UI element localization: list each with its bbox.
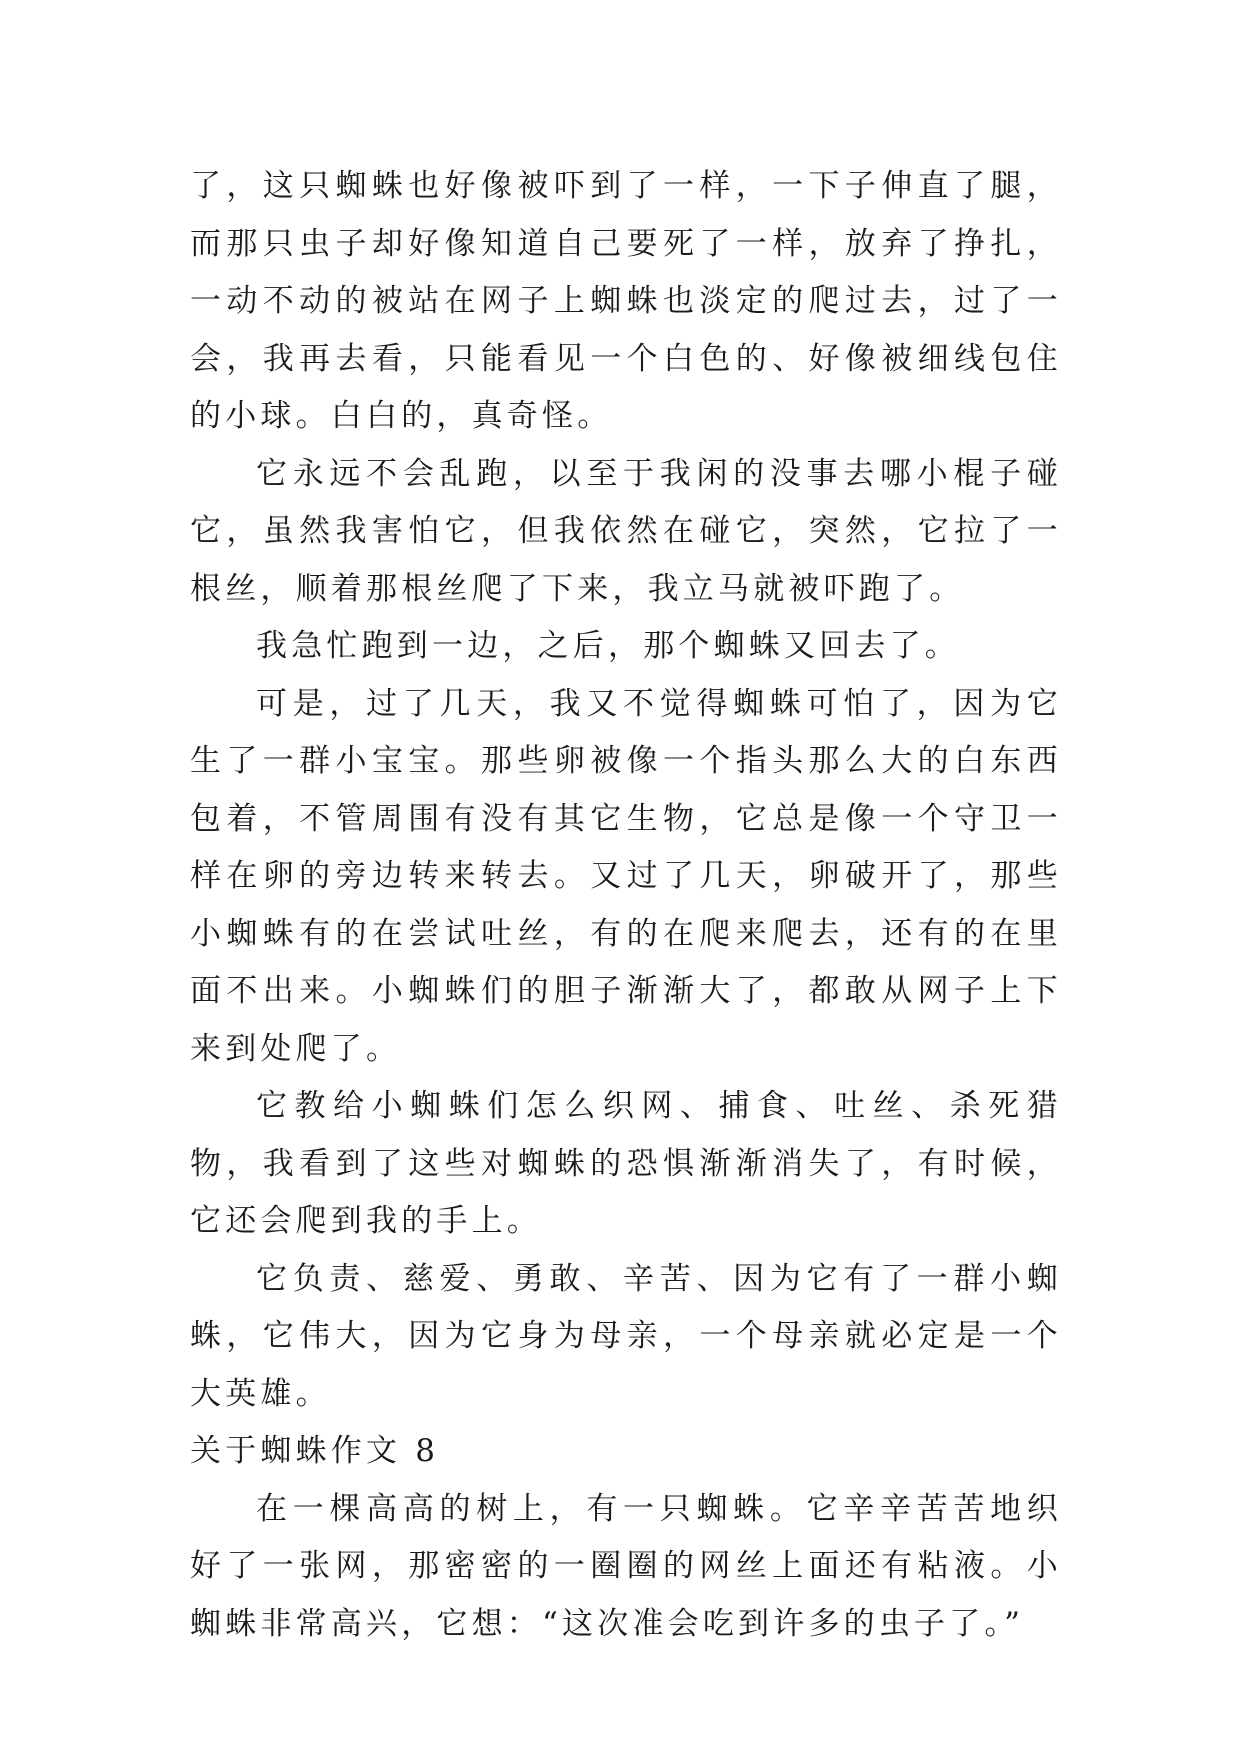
- paragraph: 可是，过了几天，我又不觉得蜘蛛可怕了，因为它生了一群小宝宝。那些卵被像一个指头那么大的白东西包着，不管周围有没有其它生物，它总是像一个守卫一样在卵的旁边转来转去。又过了几天，卵破开了，那些小蜘蛛有的在尝试吐丝，有的在爬来爬去，还有的在里面不出来。小蜘蛛们的胆子渐渐大了，都敢从网子上下来到处爬了。: [190, 685, 1062, 1067]
- paragraph: 了，这只蜘蛛也好像被吓到了一样，一下子伸直了腿，而那只虫子却好像知道自己要死了一样，放弃了挣扎，一动不动的被站在网子上蜘蛛也淡定的爬过去，过了一会，我再去看，只能看见一个白色的、好像被细线包住的小球。白白的，真奇怪。: [190, 168, 1062, 434]
- paragraph: 它负责、慈爱、勇敢、辛苦、因为它有了一群小蜘蛛，它伟大，因为它身为母亲，一个母亲就必定是一个大英雄。: [190, 1260, 1062, 1412]
- section-title: 关于蜘蛛作文 8: [190, 1433, 440, 1469]
- paragraph: 在一棵高高的树上，有一只蜘蛛。它辛辛苦苦地织好了一张网，那密密的一圈圈的网丝上面还有粘液。小蜘蛛非常高兴，它想：“这次准会吃到许多的虫子了。”: [190, 1490, 1062, 1642]
- document-body: [190, 158, 1062, 1653]
- paragraph: 我急忙跑到一边，之后，那个蜘蛛又回去了。: [256, 628, 960, 664]
- paragraph: 它永远不会乱跑，以至于我闲的没事去哪小棍子碰它，虽然我害怕它，但我依然在碰它，突然，它拉了一根丝，顺着那根丝爬了下来，我立马就被吓跑了。: [190, 455, 1062, 607]
- paragraph: 它教给小蜘蛛们怎么织网、捕食、吐丝、杀死猎物，我看到了这些对蜘蛛的恐惧渐渐消失了，有时候，它还会爬到我的手上。: [190, 1088, 1062, 1239]
